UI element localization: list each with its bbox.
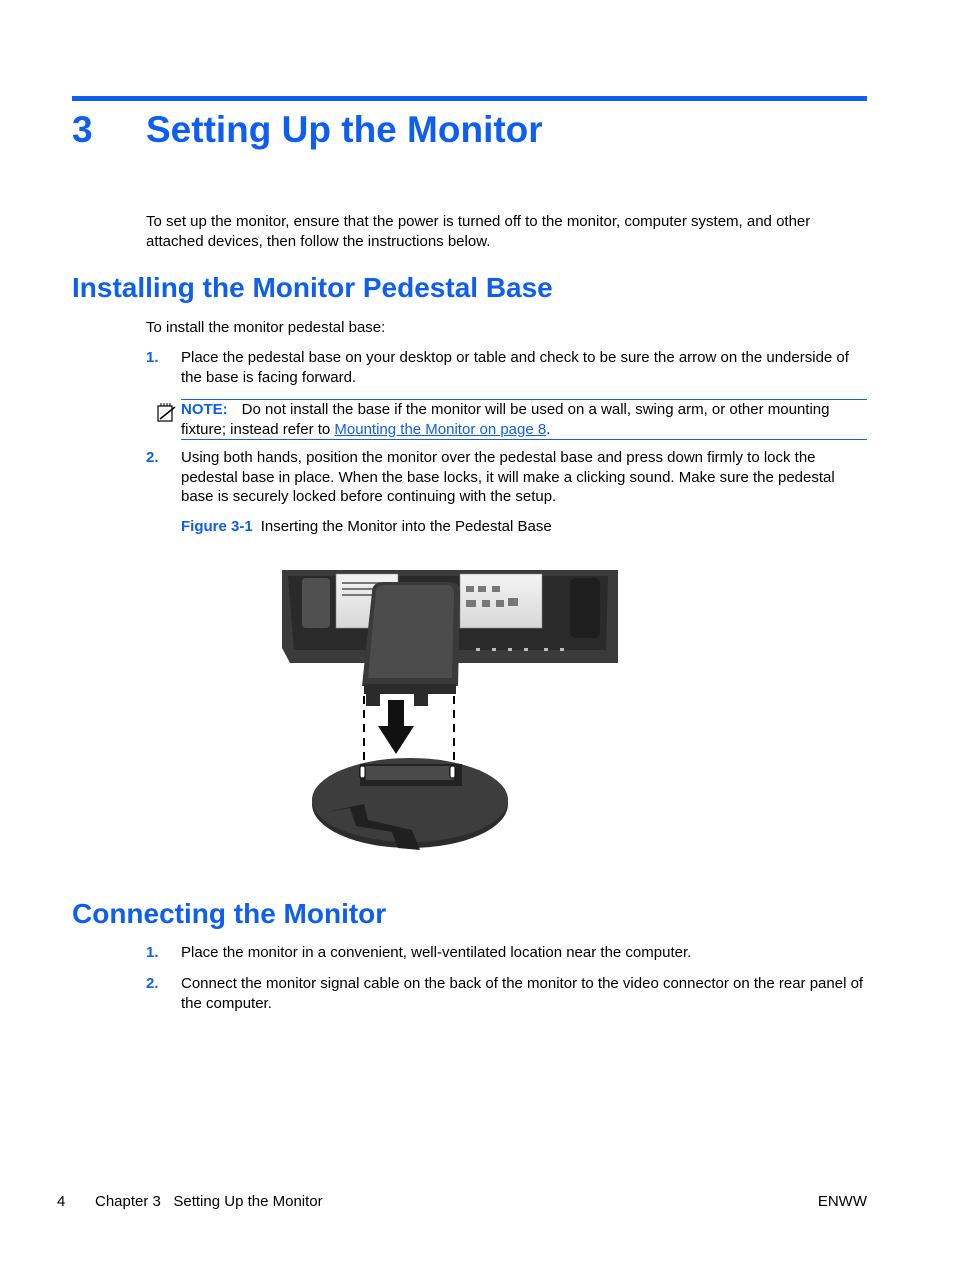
- step-text: Using both hands, position the monitor over the pedestal base and press down firmly to lock the pedestal base in place. When the base locks, it will make a clicking sound. Make sure the pedestal base is securely locked before continuing with the setup.: [181, 449, 835, 505]
- section-heading-pedestal: Installing the Monitor Pedestal Base: [72, 272, 553, 303]
- step-text: Place the monitor in a convenient, well-ventilated location near the computer.: [181, 944, 692, 961]
- step-text: Connect the monitor signal cable on the back of the monitor to the video connector on the rear panel of the computer.: [181, 975, 864, 1012]
- intro-paragraph: To set up the monitor, ensure that the power is turned off to the monitor, computer system, and other attached devices, then follow the instructions below.: [146, 213, 811, 250]
- step-number: 2.: [146, 449, 159, 466]
- chapter-rule: [72, 96, 867, 101]
- step-number: 1.: [146, 349, 159, 366]
- monitor-pedestal-illustration: [280, 568, 620, 853]
- footer-chapter: Chapter 3 Setting Up the Monitor: [95, 1193, 323, 1210]
- chapter-title: Setting Up the Monitor: [146, 109, 543, 150]
- figure-caption: [181, 517, 552, 537]
- note-icon: [156, 402, 178, 422]
- figure-label: Figure 3-1: [181, 518, 253, 535]
- figure-caption-text: Inserting the Monitor into the Pedestal Base: [260, 518, 552, 535]
- footer-page-number: 4: [57, 1193, 66, 1210]
- step-number: 2.: [146, 975, 159, 992]
- pedestal-lead: To install the monitor pedestal base:: [146, 319, 386, 336]
- section-heading-connecting: Connecting the Monitor: [72, 898, 387, 929]
- note-link[interactable]: Mounting the Monitor on page 8: [334, 420, 547, 438]
- step-text: Place the pedestal base on your desktop or table and check to be sure the arrow on the underside of the base is facing forward.: [181, 349, 849, 386]
- note-text: Do not install the base if the monitor will be used on a wall, swing arm, or other mounting fixture; instead refer to: [181, 401, 830, 438]
- note-box: [181, 399, 867, 440]
- step-number: 1.: [146, 944, 159, 961]
- footer-right: ENWW: [817, 1193, 867, 1210]
- chapter-number: 3: [72, 109, 93, 150]
- note-label: NOTE:: [181, 401, 228, 418]
- note-text-end: .: [546, 420, 551, 438]
